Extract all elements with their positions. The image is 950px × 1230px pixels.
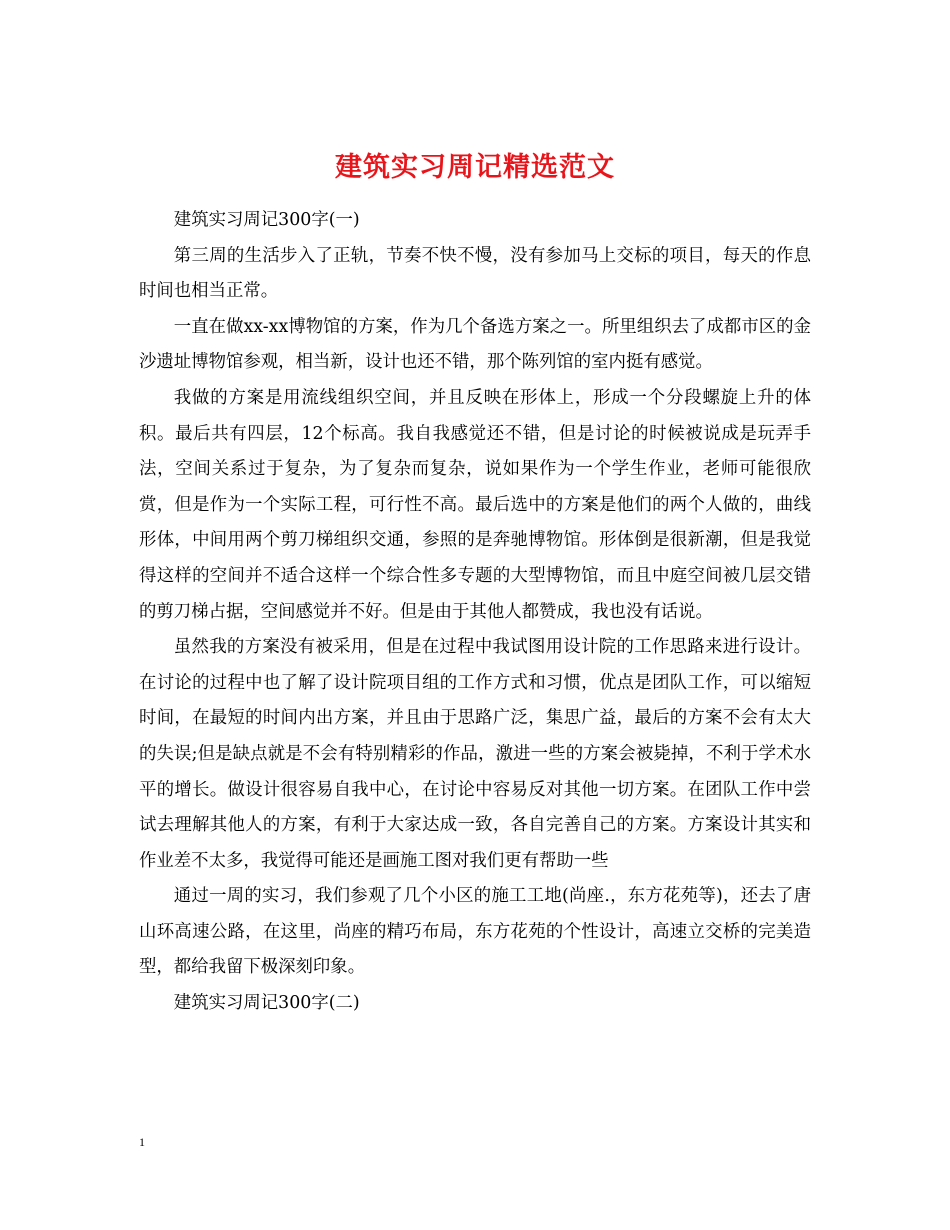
- paragraph: 第三周的生活步入了正轨，节奏不快不慢，没有参加马上交标的项目，每天的作息时间也相当正常。: [139, 245, 811, 302]
- paragraph: 我做的方案是用流线组织空间，并且反映在形体上，形成一个分段螺旋上升的体积。最后共有四层，12个标高。我自我感觉还不错，但是讨论的时候被说成是玩弄手法，空间关系过于复杂，为了复杂而复杂，说如果作为一个学生作业，老师可能很欣赏，但是作为一个实际工程，可行性不高。最后选中的方案是他们的两个人做的，曲线形体，中间用两个剪刀梯组织交通，参照的是奔驰博物馆。形体倒是很新潮，但是我觉得这样的空间并不适合这样一个综合性多专题的大型博物馆，而且中庭空间被几层交错的剪刀梯占据，空间感觉并不好。但是由于其他人都赞成，我也没有话说。: [139, 387, 811, 622]
- paragraph: 虽然我的方案没有被采用，但是在过程中我试图用设计院的工作思路来进行设计。在讨论的过程中也了解了设计院项目组的工作方式和习惯，优点是团队工作，可以缩短时间，在最短的时间内出方案，并且由于思路广泛，集思广益，最后的方案不会有太大的失误;但是缺点就是不会有特别精彩的作品，激进一些的方案会被毙掉，不利于学术水平的增长。做设计很容易自我中心，在讨论中容易反对其他一切方案。在团队工作中尝试去理解其他人的方案，有利于大家达成一致，各自完善自己的方案。方案设计其实和作业差不太多，我觉得可能还是画施工图对我们更有帮助一些: [139, 637, 811, 871]
- page-number: 1: [139, 1135, 145, 1149]
- document-body: [139, 203, 811, 1022]
- page-title: 建筑实习周记精选范文: [335, 152, 615, 184]
- section-heading-2: 建筑实习周记300字(二): [173, 993, 360, 1014]
- paragraph: 一直在做xx-xx博物馆的方案，作为几个备选方案之一。所里组织去了成都市区的金沙遗址博物馆参观，相当新，设计也还不错，那个陈列馆的室内挺有感觉。: [139, 316, 811, 373]
- section-heading-1: 建筑实习周记300字(一): [173, 210, 360, 230]
- paragraph: 通过一周的实习，我们参观了几个小区的施工工地(尚座.，东方花苑等)，还去了唐山环高速公路，在这里，尚座的精巧布局，东方花苑的个性设计，高速立交桥的完美造型，都给我留下极深刻印象。: [139, 886, 811, 978]
